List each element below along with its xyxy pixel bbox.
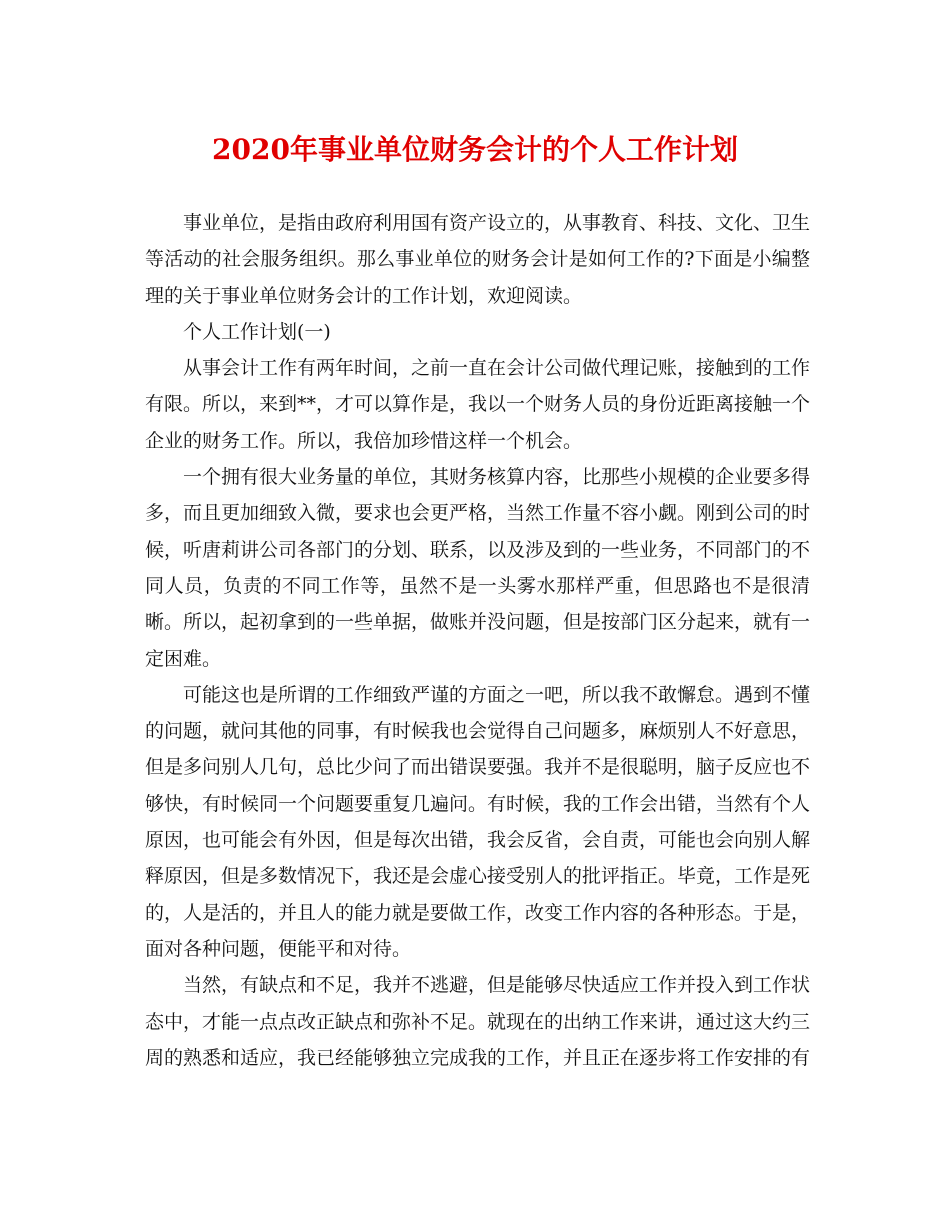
body-paragraph: 当然，有缺点和不足，我并不逃避，但是能够尽快适应工作并投入到工作状态中，才能一点点改正缺点和弥补不足。就现在的出纳工作来讲，通过这大约三周的熟悉和适应，我已经能够独立完成我的工作，并且正在逐步将工作安排的有 — [145, 974, 811, 1069]
body-paragraph: 从事会计工作有两年时间，之前一直在会计公司做代理记账，接触到的工作有限。所以，来到**，才可以算作是，我以一个财务人员的身份近距离接触一个企业的财务工作。所以，我倍加珍惜这样一个机会。 — [145, 357, 811, 452]
intro-paragraph: 事业单位，是指由政府利用国有资产设立的，从事教育、科技、文化、卫生等活动的社会服务组织。那么事业单位的财务会计是如何工作的?下面是小编整理的关于事业单位财务会计的工作计划，欢迎阅读。 — [145, 212, 811, 307]
body-paragraph: 可能这也是所谓的工作细致严谨的方面之一吧，所以我不敢懈怠。遇到不懂的问题，就问其他的同事，有时候我也会觉得自己问题多，麻烦别人不好意思，但是多问别人几句，总比少问了而出错误要强。我并不是很聪明，脑子反应也不够快，有时候同一个问题要重复几遍问。有时候，我的工作会出错，当然有个人原因，也可能会有外因，但是每次出错，我会反省，会自责，可能也会向别人解释原因，但是多数情况下，我还是会虚心接受别人的批评指正。毕竟，工作是死的，人是活的，并且人的能力就是要做工作，改变工作内容的各种形态。于是，面对各种问题，便能平和对待。 — [145, 683, 811, 960]
document-title: 2020年事业单位财务会计的个人工作计划 — [212, 133, 738, 166]
section-heading: 个人工作计划(一) — [183, 320, 331, 343]
body-paragraph: 一个拥有很大业务量的单位，其财务核算内容，比那些小规模的企业要多得多，而且更加细致入微，要求也会更严格，当然工作量不容小觑。刚到公司的时候，听唐莉讲公司各部门的分划、联系，以及涉及到的一些业务，不同部门的不同人员，负责的不同工作等，虽然不是一头雾水那样严重，但思路也不是很清晰。所以，起初拿到的一些单据，做账并没问题，但是按部门区分起来，就有一定困难。 — [145, 466, 811, 670]
document-body — [145, 205, 810, 1076]
